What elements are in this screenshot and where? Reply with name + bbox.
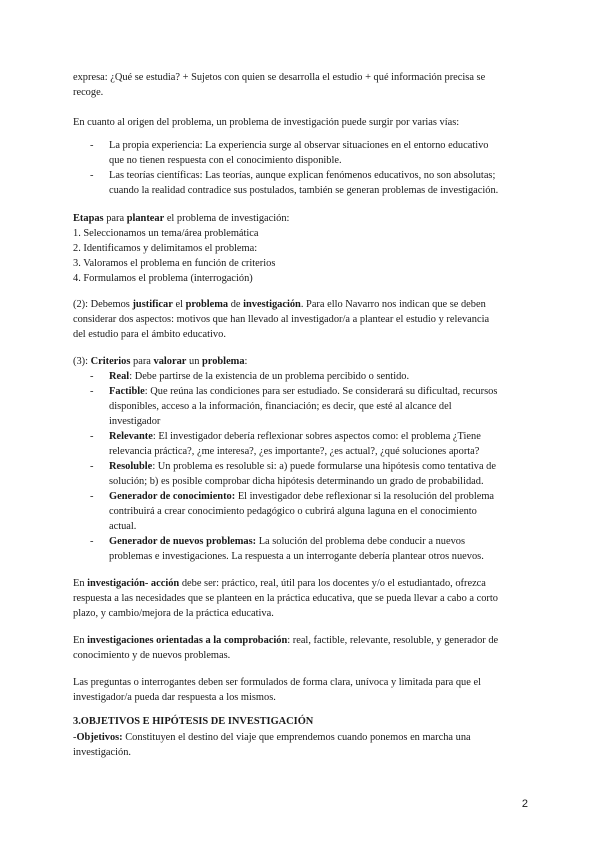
list-item: - Las teorías científicas: Las teorías, aunque explican fenómenos educativos, no son absolutas; cuando la realidad contradice sus postulados, también se generan problemas de investigación. <box>90 168 530 198</box>
step-item: 1. Seleccionamos un tema/área problemática <box>73 228 259 239</box>
action-paragraph: En investigación- acción debe ser: práctico, real, útil para los docentes y/o el estudiantado, ofrezca respuesta a las necesidades que se planteen en la práctica educativa, que se pueda llevar a cabo a corto plazo, y cambio/mejora de la práctica educativa. <box>73 578 498 619</box>
step-item: 4. Formulamos el problema (interrogación) <box>73 273 253 284</box>
criteria-item-real: - Real: Debe partirse de la existencia de un problema percibido o sentido. <box>90 369 530 384</box>
steps-paragraph <box>73 211 528 286</box>
questions-paragraph: Las preguntas o interrogantes deben ser formulados de forma clara, unívoca y limitada para que el investigador/a pueda dar respuesta a los mismos. <box>73 677 481 703</box>
page-number: 2 <box>521 798 528 810</box>
objectives-paragraph: -Objetivos: Constituyen el destino del viaje que emprendemos cuando ponemos en marcha una investigación. <box>73 732 471 758</box>
step-item: 3. Valoramos el problema en función de criterios <box>73 258 276 269</box>
criteria-list <box>90 369 530 564</box>
criteria-item-factible: - Factible: Que reúna las condiciones para ser estudiado. Se considerará su dificultad, recursos disponibles, acceso a la información, financiación; es decir, que esté al alcance del investigador <box>90 384 530 429</box>
justify-paragraph: (2): Debemos justificar el problema de investigación. Para ello Navarro nos indican que se deben considerar dos aspectos: motivos que han llevado al investigador/a a plantear el estudio y relevancia del estudio para el ámbito educativo. <box>73 299 490 340</box>
intro-line-2: recoge. <box>73 87 104 98</box>
steps-heading: Etapas para plantear el problema de investigación: <box>73 213 290 224</box>
criteria-item-generador-conocimiento: - Generador de conocimiento: El investigador debe reflexionar si la resolución del problema contribuirá a crear conocimiento pedagógico o cubrirá alguna laguna en el conocimiento actual. <box>90 489 530 534</box>
intro-line-1: expresa: ¿Qué se estudia? + Sujetos con quien se desarrolla el estudio + qué información precisa se <box>73 72 486 83</box>
criteria-item-relevante: - Relevante: El investigador debería reflexionar sobres aspectos como: el problema ¿Tiene relevancia práctica?, ¿me interesa?, ¿es importante?, ¿es actual?, ¿qué soluciones aporta? <box>90 429 530 459</box>
list-item: - La propia experiencia: La experiencia surge al observar situaciones en el entorno educativo que no tienen respuesta con el conocimiento disponible. <box>90 138 530 168</box>
origin-line: En cuanto al origen del problema, un problema de investigación puede surgir por varias vías: <box>73 117 460 128</box>
origin-paragraph <box>73 115 528 130</box>
intro-paragraph <box>73 70 528 100</box>
criteria-item-resoluble: - Resoluble: Un problema es resoluble si: a) puede formularse una hipótesis como tentativa de solución; b) es posible comprobar dicha hipótesis determinando un grado de probabilidad. <box>90 459 530 489</box>
step-item: 2. Identificamos y delimitamos el problema: <box>73 243 258 254</box>
section-heading: 3.OBJETIVOS E HIPÓTESIS DE INVESTIGACIÓN <box>73 716 314 727</box>
origin-list <box>90 138 530 198</box>
verification-paragraph: En investigaciones orientadas a la comprobación: real, factible, relevante, resoluble, y generador de conocimiento y de nuevos problemas. <box>73 635 499 661</box>
criteria-heading: (3): Criterios para valorar un problema: <box>73 356 248 367</box>
criteria-item-generador-problemas: - Generador de nuevos problemas: La solución del problema debe conducir a nuevos problemas e investigaciones. La respuesta a un interrogante debería plantear otros nuevos. <box>90 534 530 564</box>
